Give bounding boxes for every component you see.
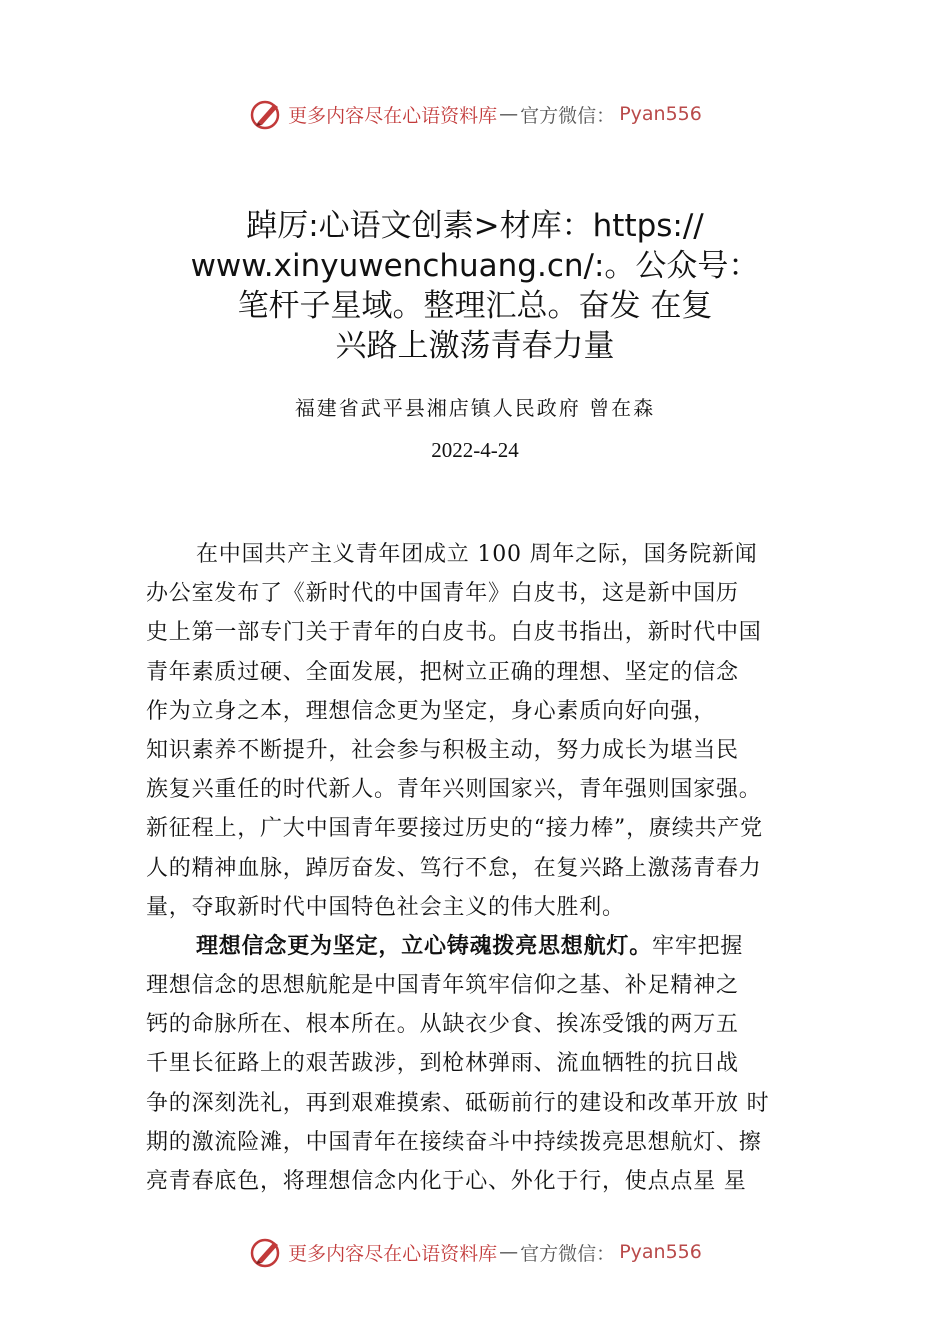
paragraph-line: 人的精神血脉，踔厉奋发、笃行不怠，在复兴路上激荡青春力 xyxy=(146,855,762,881)
paragraph-line: 在中国共产主义青年团成立 100 周年之际，国务院新闻 xyxy=(196,542,758,567)
document-title xyxy=(160,206,790,366)
paragraph-line: 办公室发布了《新时代的中国青年》白皮书，这是新中国历 xyxy=(146,581,739,607)
paragraph-line: 知识素养不断提升，社会参与积极主动，努力成长为堪当民 xyxy=(146,737,739,763)
watermark-separator: — xyxy=(499,1241,519,1263)
watermark-text: 更多内容尽在心语资料库 xyxy=(288,104,498,127)
article-body xyxy=(146,535,836,1201)
watermark-wechat-id: Pyan556 xyxy=(619,1241,702,1263)
paragraph-line: 青年素质过硬、全面发展，把树立正确的理想、坚定的信念 xyxy=(146,659,739,685)
paragraph-line: 新征程上，广大中国青年要接过历史的“接力棒”，赓续共产党 xyxy=(146,816,763,842)
paragraph-line: 期的激流险滩，中国青年在接续奋斗中持续拨亮思想航灯、擦 xyxy=(146,1129,762,1155)
paragraph-line: 作为立身之本，理想信念更为坚定，身心素质向好向强， xyxy=(146,698,717,724)
paragraph-line xyxy=(146,927,836,966)
paragraph-line: 族复兴重任的时代新人。青年兴则国家兴，青年强则国家强。 xyxy=(146,777,762,803)
watermark-footer xyxy=(0,1230,950,1274)
watermark-text: 更多内容尽在心语资料库 xyxy=(288,1242,498,1265)
publish-date: 2022-4-24 xyxy=(431,438,519,462)
watermark-separator: — xyxy=(499,103,519,125)
paragraph-line: 争的深刻洗礼，再到艰难摸索、砥砺前行的建设和改革开放 时 xyxy=(146,1090,770,1116)
watermark-contact: 官方微信： xyxy=(520,104,616,127)
title-line: 笔杆子星域。整理汇总。奋发 在复 xyxy=(237,288,713,324)
author-line: 福建省武平县湘店镇人民政府 曾在森 xyxy=(294,396,656,420)
paragraph-line: 量，夺取新时代中国特色社会主义的伟大胜利。 xyxy=(146,894,625,920)
paragraph-line: 史上第一部专门关于青年的白皮书。白皮书指出，新时代中国 xyxy=(146,620,762,646)
watermark-header xyxy=(0,92,950,136)
paragraph-line: 千里长征路上的艰苦跋涉，到枪林弹雨、流血牺牲的抗日战 xyxy=(146,1051,739,1077)
title-line: 踔厉:心语文创素>材库：https:// xyxy=(246,208,704,244)
paragraph-line: 亮青春底色，将理想信念内化于心、外化于行，使点点星 星 xyxy=(146,1169,747,1194)
paragraph-line: 钙的命脉所在、根本所在。从缺衣少食、挨冻受饿的两万五 xyxy=(146,1012,739,1038)
title-line: www.xinyuwenchuang.cn/:。公众号： xyxy=(190,248,760,284)
watermark-wechat-id: Pyan556 xyxy=(619,103,702,125)
section-heading: 理想信念更为坚定，立心铸魂拨亮思想航灯。 xyxy=(196,933,653,959)
pen-logo-icon xyxy=(248,96,284,132)
title-line: 兴路上激荡青春力量 xyxy=(335,328,615,364)
paragraph-line: 理想信念的思想航舵是中国青年筑牢信仰之基、补足精神之 xyxy=(146,973,739,999)
watermark-contact: 官方微信： xyxy=(520,1242,616,1265)
heading-continuation: 牢牢把握 xyxy=(652,933,744,959)
pen-logo-icon xyxy=(248,1234,284,1270)
